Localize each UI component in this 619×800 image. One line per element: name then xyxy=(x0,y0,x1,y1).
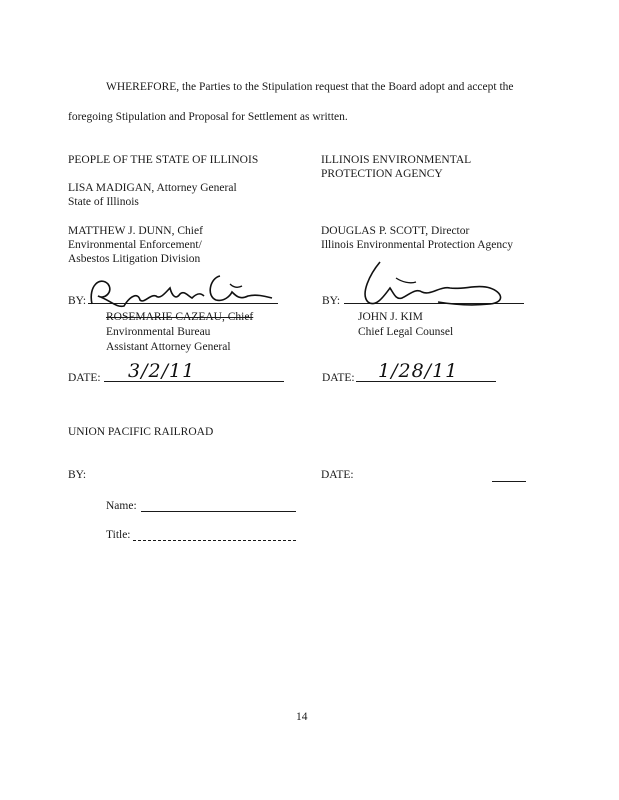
railroad-date-line xyxy=(492,481,526,482)
left-signer-name: ROSEMARIE CAZEAU, Chief xyxy=(106,311,254,323)
page-number: 14 xyxy=(296,711,308,723)
left-date-label: DATE: xyxy=(68,372,101,384)
left-signature xyxy=(80,266,280,316)
right-party-line-1: ILLINOIS ENVIRONMENTAL xyxy=(321,154,472,166)
left-date-value: 3/2/11 xyxy=(128,360,196,382)
railroad-name-line xyxy=(141,511,296,512)
railroad-party-name: UNION PACIFIC RAILROAD xyxy=(68,426,214,438)
chief-division-line-1: Environmental Enforcement/ xyxy=(68,239,202,251)
wherefore-line-2: foregoing Stipulation and Proposal for Settlement as written. xyxy=(68,111,348,123)
left-party-name: PEOPLE OF THE STATE OF ILLINOIS xyxy=(68,154,259,166)
director-agency: Illinois Environmental Protection Agency xyxy=(321,239,513,251)
railroad-title-label: Title: xyxy=(106,529,131,541)
right-signature xyxy=(350,258,530,318)
right-party-line-2: PROTECTION AGENCY xyxy=(321,168,443,180)
chief-division-line-2: Asbestos Litigation Division xyxy=(68,253,201,265)
right-signer-name: JOHN J. KIM xyxy=(358,311,423,323)
chief-name: MATTHEW J. DUNN, Chief xyxy=(68,225,203,237)
left-signer-bureau: Environmental Bureau xyxy=(106,326,211,338)
left-by-label: BY: xyxy=(68,295,87,307)
railroad-title-line xyxy=(133,540,296,541)
railroad-name-label: Name: xyxy=(106,500,137,512)
left-signer-title: Assistant Attorney General xyxy=(106,341,231,353)
right-signer-title: Chief Legal Counsel xyxy=(358,326,454,338)
railroad-date-label: DATE: xyxy=(321,469,354,481)
right-date-value: 1/28/11 xyxy=(378,360,459,382)
wherefore-line-1: WHEREFORE, the Parties to the Stipulation request that the Board adopt and accept the xyxy=(106,81,514,93)
attorney-general-name: LISA MADIGAN, Attorney General xyxy=(68,182,237,194)
attorney-general-state: State of Illinois xyxy=(68,196,139,208)
railroad-by-label: BY: xyxy=(68,469,87,481)
right-date-label: DATE: xyxy=(322,372,355,384)
director-name: DOUGLAS P. SCOTT, Director xyxy=(321,225,470,237)
right-by-label: BY: xyxy=(322,295,341,307)
